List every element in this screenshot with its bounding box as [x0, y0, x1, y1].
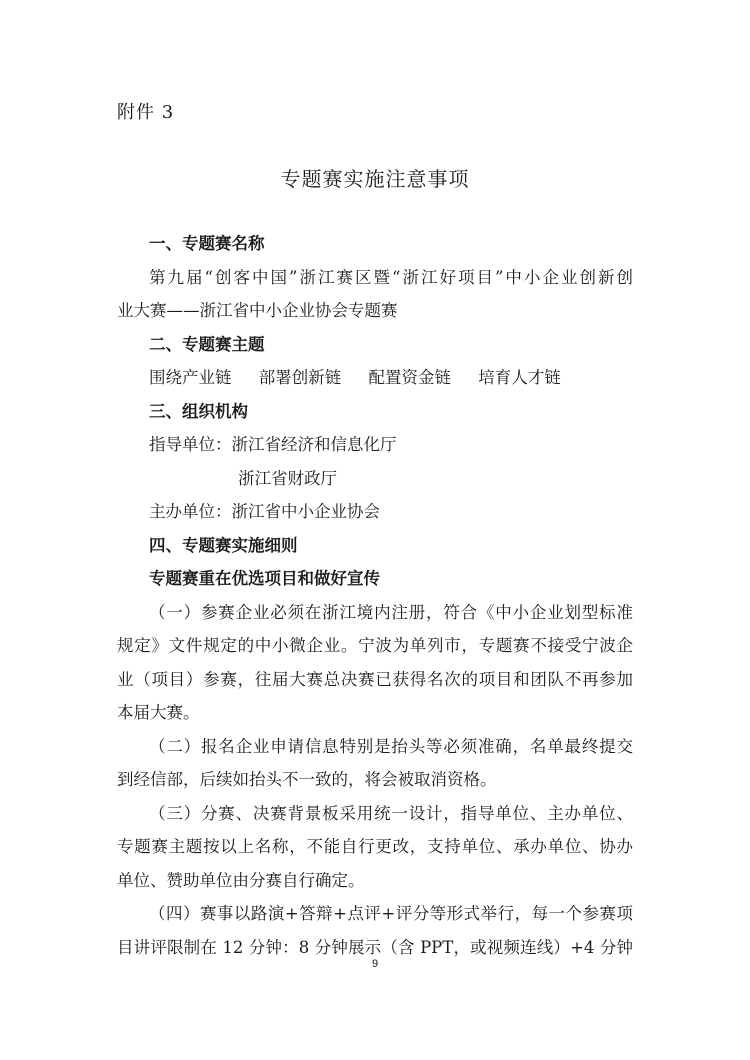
guide-unit-line-2: 浙江省财政厅 — [238, 468, 337, 488]
section-heading-organization: 三、组织机构 — [149, 401, 248, 421]
paragraph-text: 专题赛主题按以上名称，不能自行更改，支持单位、承办单位、协办 — [117, 837, 633, 856]
paragraph-text: （四）赛事以路演+答辩+点评+评分等形式举行，每一个参赛项 — [149, 904, 633, 923]
paragraph-text: （二）报名企业申请信息特别是抬头等必须准确，名单最终提交 — [149, 736, 633, 756]
section-heading-theme: 二、专题赛主题 — [149, 334, 265, 354]
host-unit-line: 主办单位：浙江省中小企业协会 — [149, 502, 380, 521]
paragraph-line — [117, 596, 633, 630]
paragraph-line: 到经信部，后续如抬头不一致的，将会被取消资格。 — [117, 770, 497, 789]
paragraph-text: （三）分赛、决赛背景板采用统一设计，指导单位、主办单位、 — [149, 803, 633, 823]
topic-item: 培育人才链 — [478, 368, 561, 387]
paragraph-line — [117, 663, 633, 697]
section-heading-rules: 四、专题赛实施细则 — [149, 535, 298, 555]
page-number: 9 — [371, 958, 379, 970]
paragraph-line: 本届大赛。 — [117, 703, 200, 722]
topic-item: 围绕产业链 — [149, 368, 232, 387]
rules-subheading: 专题赛重在优选项目和做好宣传 — [149, 569, 380, 588]
paragraph-line — [117, 830, 633, 864]
paragraph-text: 第九届“创客中国”浙江赛区暨“浙江好项目”中小企业创新创 — [149, 267, 633, 287]
paragraph-line: 业大赛——浙江省中小企业协会专题赛 — [117, 301, 398, 320]
paragraph-line: 单位、赞助单位由分赛自行确定。 — [117, 870, 365, 890]
paragraph-text: 目讲评限制在 12 分钟：8 分钟展示（含 PPT，或视频连线）+4 分钟 — [117, 937, 633, 957]
document-body — [117, 227, 633, 964]
paragraph-text: 业（项目）参赛，往届大赛总决赛已获得名次的项目和团队不再参加 — [117, 669, 633, 689]
topic-item: 部署创新链 — [258, 368, 342, 387]
paragraph-line — [117, 261, 633, 295]
topic-item: 配置资金链 — [368, 368, 451, 387]
paragraph-line — [117, 897, 633, 931]
paragraph-text: （一）参赛企业必须在浙江境内注册，符合《中小企业划型标准 — [149, 602, 633, 622]
paragraph-line — [117, 797, 633, 831]
paragraph-text: 规定》文件规定的中小微企业。宁波为单列市，专题赛不接受宁波企 — [117, 636, 633, 655]
attachment-label: 附件 3 — [117, 102, 175, 123]
section-heading-name: 一、专题赛名称 — [149, 234, 265, 253]
document-title: 专题赛实施注意事项 — [280, 167, 470, 191]
paragraph-line — [117, 730, 633, 764]
paragraph-line — [117, 629, 633, 663]
theme-topics — [117, 361, 633, 395]
guide-unit-line: 指导单位：浙江省经济和信息化厅 — [149, 435, 397, 454]
